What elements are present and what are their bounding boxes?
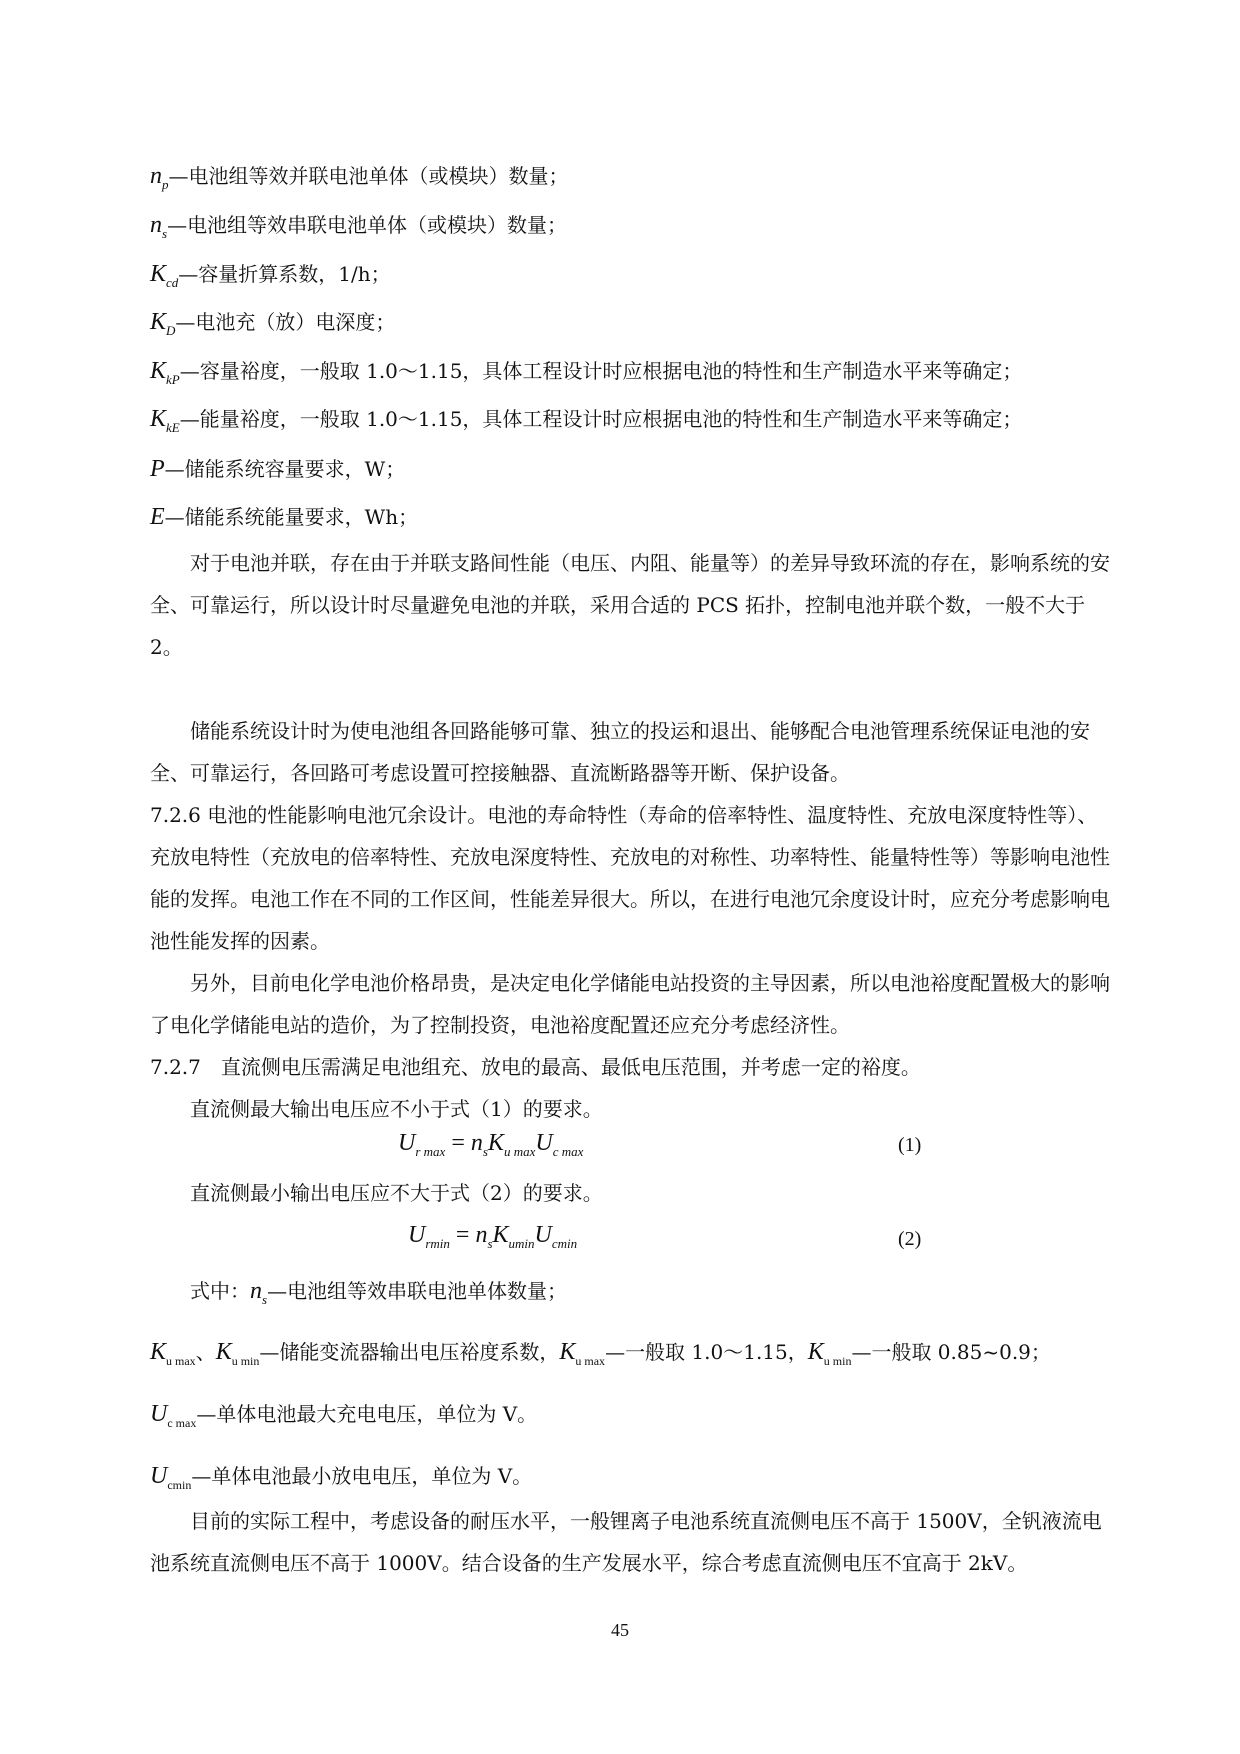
paragraph-min-voltage: 直流侧最小输出电压应不大于式（2）的要求。 [190, 1181, 603, 1205]
definition-e: E—储能系统能量要求，Wh； [150, 504, 419, 530]
equation-2: $U_{rmin} = n_sK_{umin}U_{cmin}$ [408, 1222, 578, 1251]
paragraph-max-voltage: 直流侧最大输出电压应不小于式（1）的要求。 [190, 1097, 603, 1121]
page-number: 45 [611, 1620, 629, 1640]
paragraph-7-2-7: 7.2.7 直流侧电压需满足电池组充、放电的最高、最低电压范围，并考虑一定的裕度。 [150, 1055, 921, 1079]
equation-1: $U_{r max} = n_sK_{u max}U_{c max}$ [398, 1130, 584, 1159]
definition-np: $n_p—$电池组等效并联电池单体（或模块）数量； [150, 163, 569, 192]
equation-1-number: (1) [898, 1134, 922, 1156]
where-ucmin: $U_{cmin}—$单体电池最小放电电压，单位为 V。 [150, 1463, 533, 1492]
where-ucmax: $U_{c max}—$单体电池最大充电电压，单位为 V。 [150, 1401, 538, 1430]
equation-2-number: (2) [898, 1228, 922, 1250]
paragraph-dc-voltage-practice: 目前的实际工程中，考虑设备的耐压水平，一般锂离子电池系统直流侧电压不高于 1500V，全钒液流电池系统直流侧电压不高于 1000V。结合设备的生产发展水平，综合考虑直流侧电压不宜高于 2kV。 [150, 1509, 1102, 1575]
paragraph-7-2-6: 7.2.6 电池的性能影响电池冗余设计。电池的寿命特性（寿命的倍率特性、温度特性、充放电深度特性等）、充放电特性（充放电的倍率特性、充放电深度特性、充放电的对称性、功率特性、能量特性等）等影响电池性能的发挥。电池工作在不同的工作区间，性能差异很大。所以，在进行电池冗余度设计时，应充分考虑影响电池性能发挥的因素。 [150, 803, 1110, 953]
where-ku: $K_{u max}$、$K_{u min}—$储能变流器输出电压裕度系数，$K_{u max}—$一般取 1.0～1.15，$K_{u min}—$一般取 0.85~0.9； [150, 1339, 1051, 1368]
definition-p: P—储能系统容量要求，W； [150, 456, 406, 482]
paragraph-circuit-design: 储能系统设计时为使电池组各回路能够可靠、独立的投运和退出、能够配合电池管理系统保证电池的安全、可靠运行，各回路可考虑设置可控接触器、直流断路器等开断、保护设备。 [150, 719, 1090, 785]
where-ns: 式中：$n_s—$电池组等效串联电池单体数量； [190, 1278, 568, 1307]
definition-ns: $n_s—$电池组等效串联电池单体（或模块）数量； [150, 212, 568, 241]
definition-kkp: $K_{kP}—$容量裕度，一般取 1.0～1.15，具体工程设计时应根据电池的特性和生产制造水平来等确定； [150, 358, 1023, 387]
paragraph-cost: 另外，目前电化学电池价格昂贵，是决定电化学储能电站投资的主导因素，所以电池裕度配置极大的影响了电化学储能电站的造价，为了控制投资，电池裕度配置还应充分考虑经济性。 [150, 971, 1110, 1037]
definition-kd: $K_D—$电池充（放）电深度； [150, 309, 396, 338]
paragraph-parallel-batteries: 对于电池并联，存在由于并联支路间性能（电压、内阻、能量等）的差异导致环流的存在，影响系统的安全、可靠运行，所以设计时尽量避免电池的并联，采用合适的 PCS 拓扑，控制电池并联个数，一般不大于 2。 [150, 551, 1110, 659]
definition-kcd: $K_{cd}—$容量折算系数，1/h； [150, 261, 391, 290]
definition-kke: $K_{kE}—$能量裕度，一般取 1.0～1.15，具体工程设计时应根据电池的特性和生产制造水平来等确定； [150, 406, 1023, 435]
